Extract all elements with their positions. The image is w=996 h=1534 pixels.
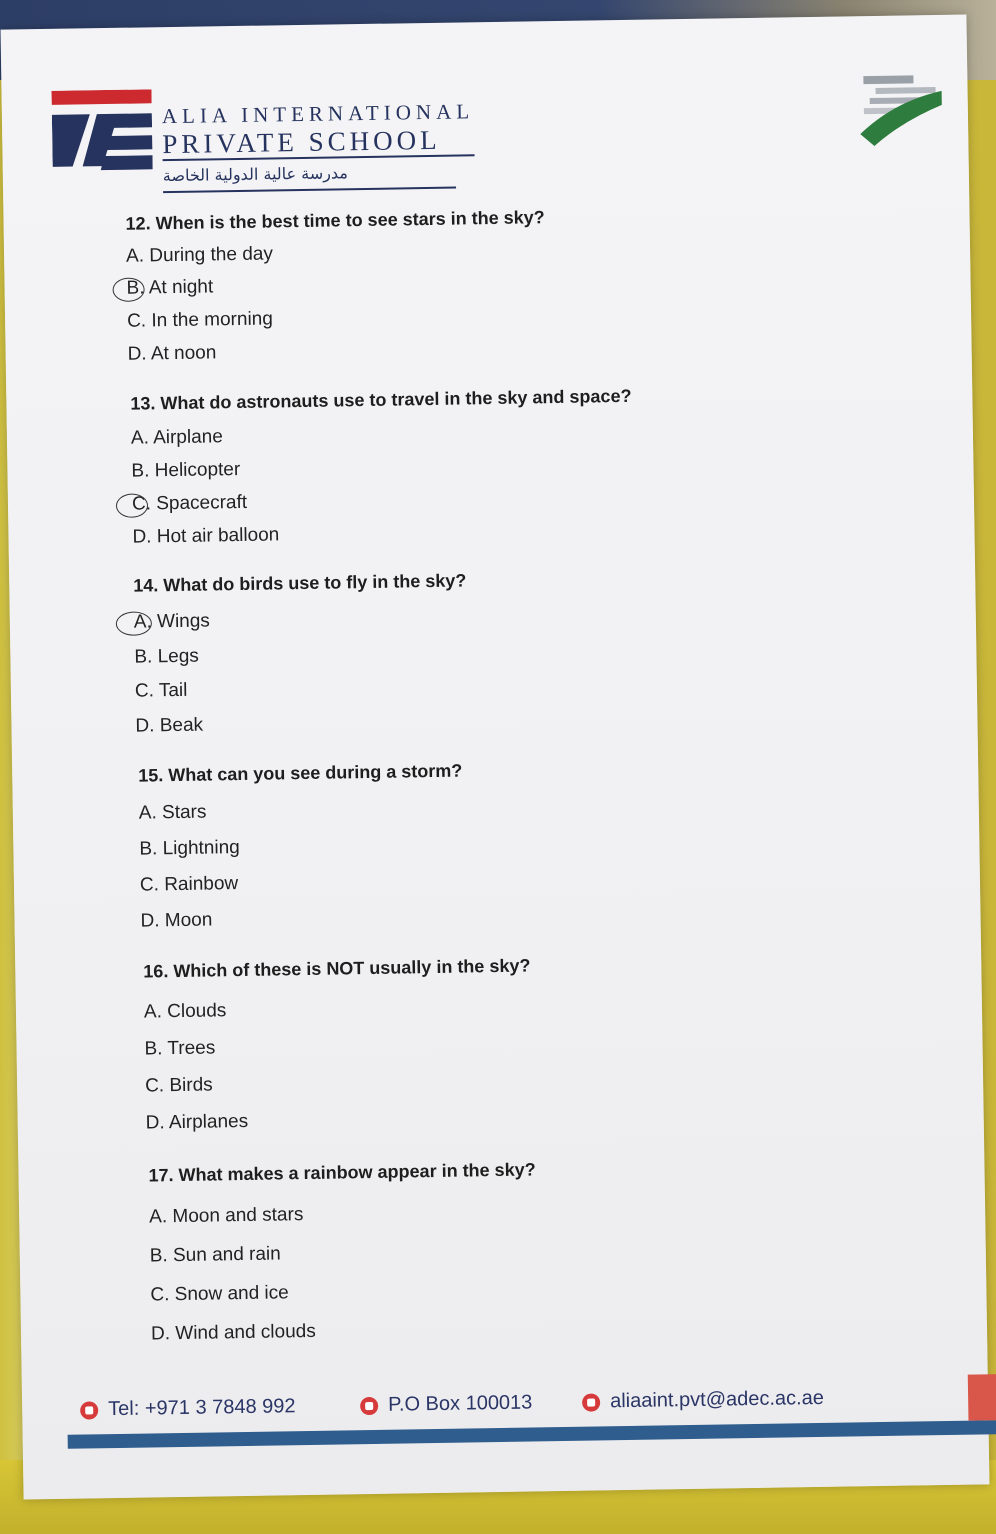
phone-icon — [80, 1401, 98, 1419]
footer-email-text: aliaaint.pvt@adec.ac.ae — [609, 1386, 825, 1413]
q13-option-d: D. Hot air balloon — [132, 524, 280, 548]
footer-pobox-text: P.O Box 100013 — [387, 1391, 533, 1416]
emblem-icon — [853, 71, 944, 152]
footer-phone-text: Tel: +971 3 7848 992 — [108, 1395, 296, 1421]
q16-option-d: D. Airplanes — [145, 1110, 249, 1134]
q16-option-c: C. Birds — [144, 1074, 213, 1097]
corner-decoration — [968, 1374, 996, 1421]
q16-option-b: B. Trees — [144, 1037, 216, 1060]
school-name-line1: ALIA INTERNATIONAL — [161, 99, 475, 129]
question-14: 14. What do birds use to fly in the sky? — [133, 570, 467, 596]
q16-option-a: A. Clouds — [143, 1000, 227, 1023]
school-name-block — [162, 98, 476, 193]
school-name-line2: PRIVATE SCHOOL — [162, 124, 475, 161]
q14-option-a: A. Wings — [133, 610, 211, 633]
q14-option-d: D. Beak — [135, 714, 204, 737]
q17-option-c: C. Snow and ice — [150, 1282, 289, 1306]
q12-option-a: A. During the day — [125, 243, 274, 267]
q13-option-b: B. Helicopter — [131, 458, 241, 482]
q14-option-b: B. Legs — [134, 645, 199, 668]
q17-option-b: B. Sun and rain — [149, 1243, 281, 1267]
q13-option-a: A. Airplane — [130, 426, 224, 449]
footer-divider — [68, 1420, 996, 1449]
question-15: 15. What can you see during a storm? — [138, 760, 463, 786]
worksheet-page — [1, 15, 990, 1500]
q14-option-c: C. Tail — [134, 679, 188, 702]
q15-option-b: B. Lightning — [139, 837, 240, 860]
q15-option-c: C. Rainbow — [139, 873, 239, 896]
q17-option-a: A. Moon and stars — [149, 1204, 304, 1228]
q17-option-d: D. Wind and clouds — [150, 1320, 316, 1345]
footer-phone — [80, 1395, 296, 1421]
question-12: 12. When is the best time to see stars in the sky? — [125, 207, 545, 234]
footer-pobox — [360, 1391, 533, 1417]
q13-option-c: C. Spacecraft — [131, 491, 248, 515]
email-icon — [582, 1393, 600, 1411]
q15-option-a: A. Stars — [138, 801, 207, 824]
question-17: 17. What makes a rainbow appear in the sky? — [148, 1159, 536, 1186]
q12-option-d: D. At noon — [127, 342, 217, 365]
school-name-arabic: مدرسة عالية الدولية الخاصة — [163, 157, 456, 194]
question-13: 13. What do astronauts use to travel in the sky and space? — [130, 385, 632, 414]
q12-option-b: B. At night — [126, 276, 214, 299]
school-logo-icon — [51, 89, 152, 181]
question-16: 16. Which of these is NOT usually in the sky? — [143, 955, 531, 982]
q15-option-d: D. Moon — [140, 909, 213, 932]
q12-option-c: C. In the morning — [126, 308, 274, 332]
mailbox-icon — [360, 1396, 378, 1414]
footer-email — [582, 1387, 824, 1414]
